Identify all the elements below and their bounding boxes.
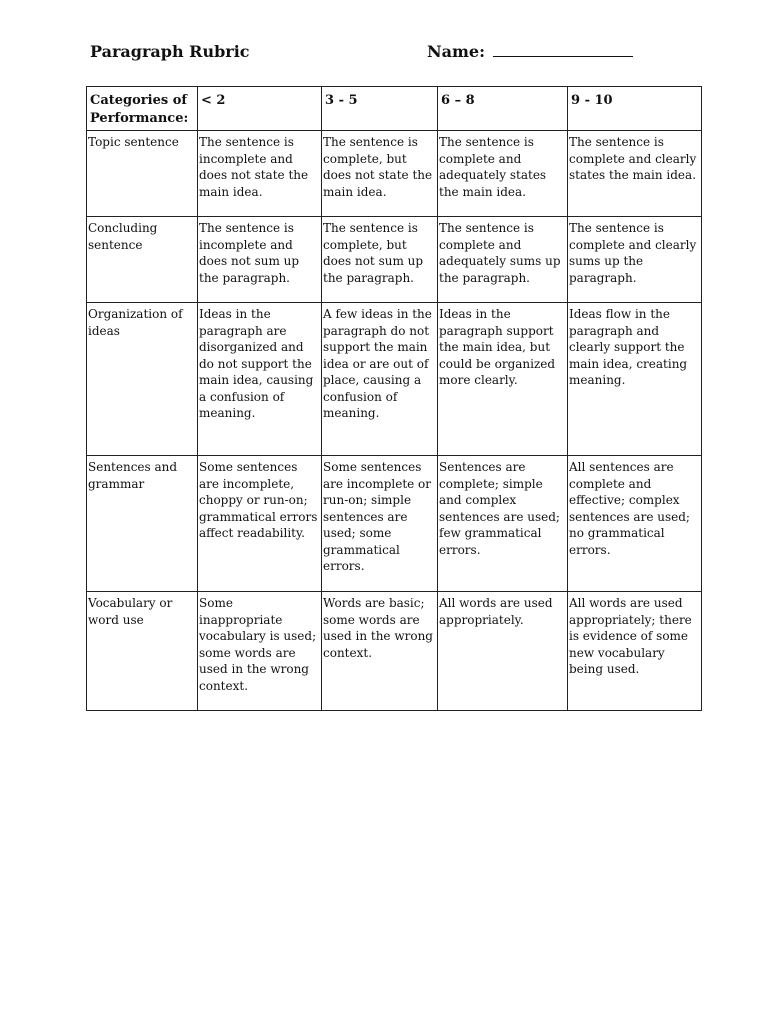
table-cell: Ideas in the paragraph support the main idea, but could be organized more clearly.: [438, 303, 568, 456]
table-cell: Some sentences are incomplete, choppy or run-on; grammatical errors affect readability.: [198, 456, 322, 592]
table-row: [87, 131, 702, 217]
column-header-score-6-8: 6 – 8: [438, 87, 568, 131]
table-cell: The sentence is complete and clearly sums up the paragraph.: [568, 217, 702, 303]
column-header-score-9-10: 9 - 10: [568, 87, 702, 131]
page-title: Paragraph Rubric: [90, 42, 250, 61]
table-cell: The sentence is complete and adequately states the main idea.: [438, 131, 568, 217]
header-row: [87, 87, 702, 131]
row-category: Vocabulary or word use: [87, 592, 198, 711]
table-cell: Sentences are complete; simple and complex sentences are used; few grammatical errors.: [438, 456, 568, 592]
table-cell: The sentence is incomplete and does not sum up the paragraph.: [198, 217, 322, 303]
column-header-categories: Categories of Performance:: [87, 87, 198, 131]
table-row: [87, 303, 702, 456]
row-category: Sentences and grammar: [87, 456, 198, 592]
name-field: [427, 42, 633, 61]
row-category: Organization of ideas: [87, 303, 198, 456]
row-category: Topic sentence: [87, 131, 198, 217]
table-cell: A few ideas in the paragraph do not support the main idea or are out of place, causing a confusion of meaning.: [322, 303, 438, 456]
name-label: Name:: [427, 42, 486, 61]
table-cell: Some inappropriate vocabulary is used; some words are used in the wrong context.: [198, 592, 322, 711]
table-cell: The sentence is complete, but does not state the main idea.: [322, 131, 438, 217]
table-cell: All words are used appropriately.: [438, 592, 568, 711]
column-header-score-lt2: < 2: [198, 87, 322, 131]
name-blank-line: [493, 42, 633, 57]
table-cell: All sentences are complete and effective; complex sentences are used; no grammatical errors.: [568, 456, 702, 592]
table-cell: Ideas flow in the paragraph and clearly support the main idea, creating meaning.: [568, 303, 702, 456]
table-cell: Some sentences are incomplete or run-on; simple sentences are used; some grammatical errors.: [322, 456, 438, 592]
table-cell: The sentence is complete and adequately sums up the paragraph.: [438, 217, 568, 303]
table-cell: The sentence is complete, but does not sum up the paragraph.: [322, 217, 438, 303]
rubric-table: [86, 86, 702, 711]
row-category: Concluding sentence: [87, 217, 198, 303]
column-header-score-3-5: 3 - 5: [322, 87, 438, 131]
table-cell: Words are basic; some words are used in the wrong context.: [322, 592, 438, 711]
table-cell: Ideas in the paragraph are disorganized and do not support the main idea, causing a confusion of meaning.: [198, 303, 322, 456]
table-row: [87, 217, 702, 303]
table-cell: All words are used appropriately; there is evidence of some new vocabulary being used.: [568, 592, 702, 711]
table-row: [87, 592, 702, 711]
table-row: [87, 456, 702, 592]
table-cell: The sentence is complete and clearly states the main idea.: [568, 131, 702, 217]
table-cell: The sentence is incomplete and does not state the main idea.: [198, 131, 322, 217]
